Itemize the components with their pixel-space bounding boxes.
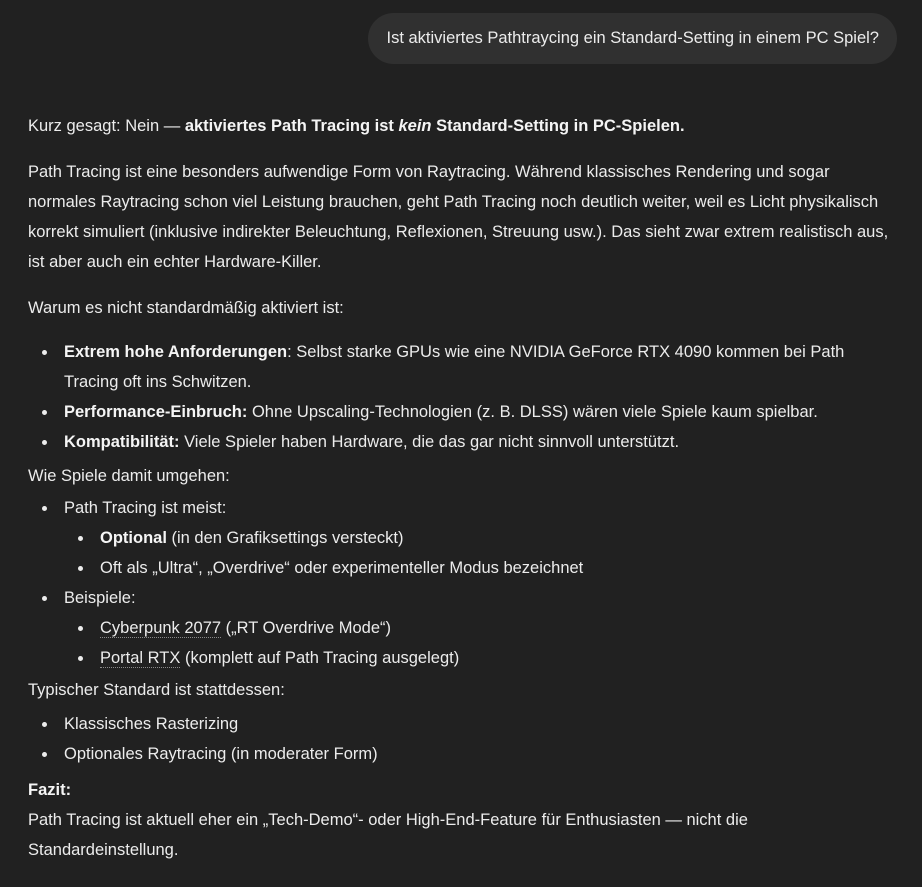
why-item-text: Viele Spieler haben Hardware, die das gar nicht sinnvoll unterstützt. — [179, 433, 680, 451]
user-message-bubble: Ist aktiviertes Pathtraycing ein Standard-Setting in einem PC Spiel? — [368, 13, 897, 64]
intro-bold — [185, 117, 685, 135]
why-item-text: Selbst starke GPUs wie eine NVIDIA GeForce RTX 4090 kommen bei Path Tracing oft ins Schwitzen. — [64, 343, 845, 391]
why-item — [28, 337, 898, 397]
why-item-label: Performance-Einbruch: — [64, 403, 248, 421]
how-subitem-text: (in den Grafiksettings versteckt) — [166, 529, 404, 547]
how-subitem-text: Oft als „Ultra“, „Overdrive“ oder experimenteller Modus bezeichnet — [100, 559, 584, 577]
example-text: (komplett auf Path Tracing ausgelegt) — [180, 649, 460, 667]
how-item — [28, 583, 898, 673]
how-list — [28, 493, 898, 673]
portal-rtx-link[interactable]: Portal RTX — [100, 649, 181, 667]
intro-bold-b: Standard-Setting in PC-Spielen. — [431, 117, 685, 135]
conclusion-text: Path Tracing ist aktuell eher ein „Tech-Demo“- oder High-End-Feature für Enthusiasten — nicht die Standardeinstellung. — [28, 811, 748, 859]
why-item-label: Extrem hohe Anforderungen — [64, 343, 288, 361]
standard-list — [28, 709, 898, 769]
how-heading: Wie Spiele damit umgehen: — [28, 467, 230, 485]
example-item — [64, 613, 898, 643]
why-item-text: Ohne Upscaling-Technologien (z. B. DLSS) wären viele Spiele kaum spielbar. — [247, 403, 818, 421]
how-item-text: Path Tracing ist meist: — [64, 499, 227, 517]
intro-line — [28, 111, 898, 141]
intro-bold-italic: kein — [398, 117, 432, 135]
how-sublist — [64, 523, 898, 583]
explanation-paragraph: Path Tracing ist eine besonders aufwendige Form von Raytracing. Während klassisches Rendering und sogar normales Raytracing schon viel Leistung brauchen, geht Path Tracing noch deutlich weiter, weil es Licht physikalisch korrekt simuliert (inklusive indirekter Beleuchtung, Reflexionen, Streuung usw.). Das sieht zwar extrem realistisch aus, ist aber auch ein echter Hardware-Killer. — [28, 163, 889, 271]
why-item — [28, 427, 898, 457]
intro-prefix: Kurz gesagt: Nein — — [28, 117, 185, 135]
why-item-label: Kompatibilität: — [64, 433, 180, 451]
user-message-row — [368, 13, 897, 64]
why-list — [28, 337, 898, 457]
standard-item: Klassisches Rasterizing — [28, 709, 898, 739]
example-text: („RT Overdrive Mode“) — [221, 619, 392, 637]
why-heading: Warum es nicht standardmäßig aktiviert ist: — [28, 299, 344, 317]
intro-bold-a: aktiviertes Path Tracing ist — [184, 117, 399, 135]
conclusion-label: Fazit: — [28, 781, 72, 799]
why-item-colon: : — [287, 343, 292, 361]
how-subitem-bold: Optional — [100, 529, 167, 547]
how-item — [28, 493, 898, 583]
how-item-text: Beispiele: — [64, 589, 136, 607]
standard-item: Optionales Raytracing (in moderater Form) — [28, 739, 898, 769]
conclusion — [28, 775, 898, 865]
standard-heading: Typischer Standard ist stattdessen: — [28, 681, 285, 699]
assistant-message — [28, 111, 898, 865]
example-item — [64, 643, 898, 673]
cyberpunk-link[interactable]: Cyberpunk 2077 — [100, 619, 222, 637]
how-subitem — [64, 523, 898, 553]
how-subitem — [64, 553, 898, 583]
why-item — [28, 397, 898, 427]
examples-sublist — [64, 613, 898, 673]
